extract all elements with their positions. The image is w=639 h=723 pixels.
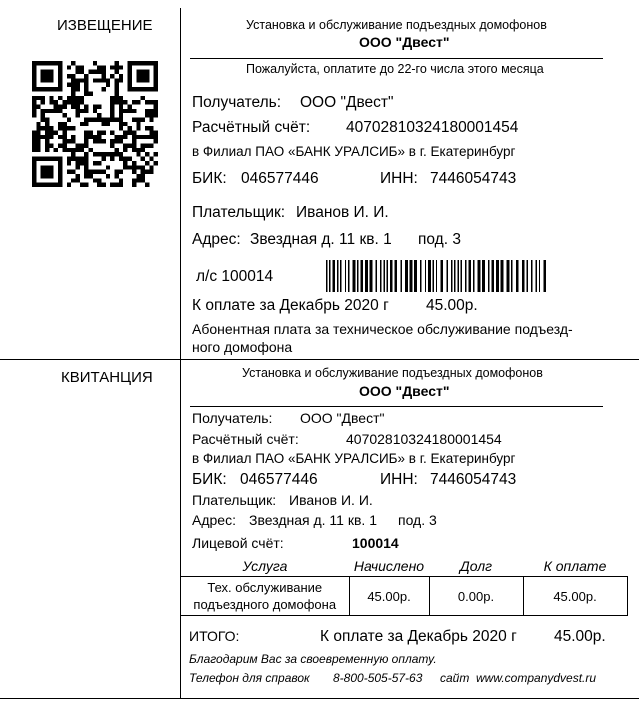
notice-ls: л/с 100014 — [196, 268, 274, 285]
receipt-header-rule — [190, 406, 603, 407]
notice-account: 40702810324180001454 — [346, 119, 519, 136]
receipt-recipient: ООО "Двест" — [300, 410, 385, 426]
services-table — [181, 556, 628, 616]
receipt-bank: в Филиал ПАО «БАНК УРАЛСИБ» в г. Екатеринбург — [192, 451, 516, 466]
notice-fee-line1: Абонентная плата за техническое обслуживание подъезд- — [192, 321, 573, 337]
notice-payer-label: Плательщик: — [192, 204, 286, 221]
cell-to-pay: 45.00р. — [523, 577, 627, 616]
receipt-phone-label: Телефон для справок — [189, 671, 310, 685]
qr-code-icon — [32, 61, 158, 187]
receipt-entrance: под. 3 — [398, 512, 437, 528]
notice-address-label: Адрес: — [192, 231, 241, 248]
receipt-total-label: ИТОГО: — [189, 628, 240, 644]
notice-deadline: Пожалуйста, оплатите до 22-го числа этого месяца — [246, 62, 544, 76]
notice-bank: в Филиал ПАО «БАНК УРАЛСИБ» в г. Екатеринбург — [192, 144, 516, 159]
notice-recipient: ООО "Двест" — [300, 94, 394, 111]
cell-service — [181, 577, 349, 616]
receipt-personal-account: 100014 — [352, 535, 399, 551]
section-divider — [0, 359, 639, 360]
notice-inn-label: ИНН: — [380, 170, 418, 187]
table-row — [181, 577, 627, 616]
receipt-address-label: Адрес: — [192, 512, 236, 528]
header-to-pay: К оплате — [543, 558, 607, 574]
receipt-address: Звездная д. 11 кв. 1 — [249, 512, 377, 528]
notice-payer: Иванов И. И. — [296, 204, 389, 221]
receipt-site: www.companydvest.ru — [476, 671, 597, 685]
notice-service-title: Установка и обслуживание подъездных домофонов — [246, 18, 547, 32]
notice-company: ООО "Двест" — [359, 34, 450, 50]
cell-service-line2: подъездного домофона — [193, 597, 337, 612]
notice-recipient-label: Получатель: — [192, 94, 282, 111]
receipt-service-title: Установка и обслуживание подъездных домофонов — [242, 366, 543, 380]
notice-due-label: К оплате за Декабрь 2020 г — [192, 297, 389, 314]
receipt-site-label: сайт — [440, 671, 470, 685]
receipt-recipient-label: Получатель: — [192, 410, 273, 426]
receipt-inn-label: ИНН: — [380, 471, 418, 488]
cell-service-line1: Тех. обслуживание — [207, 580, 323, 595]
receipt-phone: 8-800-505-57-63 — [333, 671, 423, 685]
receipt-payer: Иванов И. И. — [289, 492, 373, 508]
header-debt: Долг — [459, 558, 493, 574]
notice-account-label: Расчётный счёт: — [192, 119, 311, 136]
cell-charged: 45.00р. — [349, 577, 429, 616]
receipt-total-text: К оплате за Декабрь 2020 г — [320, 628, 517, 645]
bottom-border — [0, 698, 639, 699]
receipt-inn: 7446054743 — [430, 471, 517, 488]
receipt-company: ООО "Двест" — [359, 383, 450, 399]
notice-label: ИЗВЕЩЕНИЕ — [57, 17, 153, 34]
barcode-icon — [326, 260, 548, 292]
receipt-account: 40702810324180001454 — [346, 431, 502, 447]
receipt-bik: 046577446 — [240, 471, 318, 488]
notice-bik-label: БИК: — [192, 170, 227, 187]
receipt-thanks: Благодарим Вас за своевременную оплату. — [189, 652, 437, 666]
receipt-payer-label: Плательщик: — [192, 492, 277, 508]
receipt-account-label: Расчётный счёт: — [192, 431, 299, 447]
notice-address: Звездная д. 11 кв. 1 — [250, 231, 392, 248]
header-service: Услуга — [242, 558, 288, 574]
notice-due-amount: 45.00р. — [426, 297, 478, 314]
receipt-label: КВИТАНЦИЯ — [61, 369, 153, 386]
notice-inn: 7446054743 — [430, 170, 517, 187]
header-charged: Начислено — [353, 558, 425, 574]
receipt-total-amount: 45.00р. — [554, 628, 606, 645]
notice-header-rule — [190, 58, 603, 59]
services-table-header — [181, 556, 627, 577]
notice-entrance: под. 3 — [418, 231, 461, 248]
notice-fee-line2: ного домофона — [192, 339, 293, 355]
receipt-personal-account-label: Лицевой счёт: — [192, 535, 284, 551]
notice-bik: 046577446 — [241, 170, 319, 187]
receipt-bik-label: БИК: — [192, 471, 227, 488]
cell-debt: 0.00р. — [429, 577, 523, 616]
